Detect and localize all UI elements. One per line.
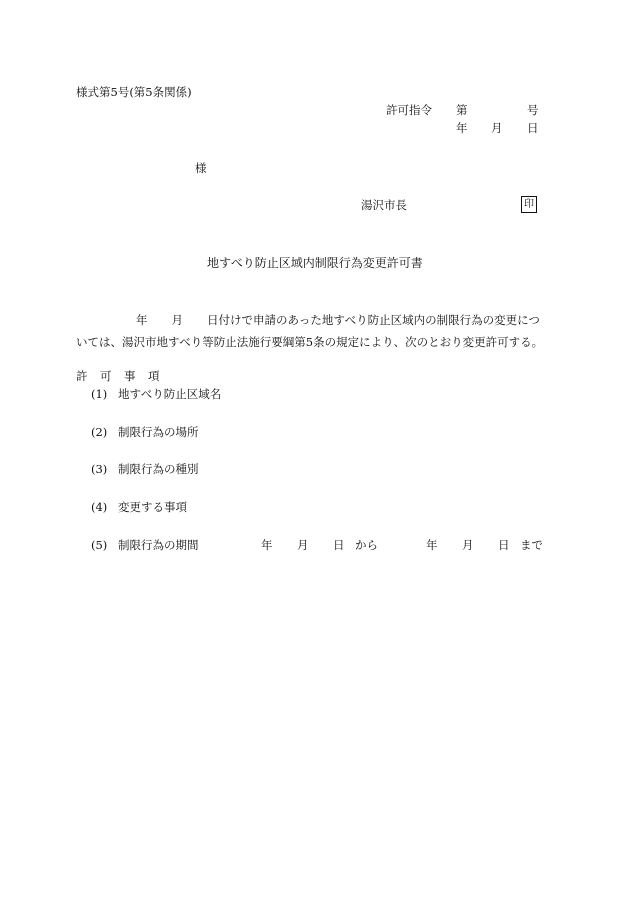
- body-line1-text: 日付けで申請のあった地すべり防止区域内の制限行為の変更につ: [207, 313, 540, 327]
- section-heading-char-4: 項: [148, 369, 160, 383]
- header-month: 月: [491, 121, 503, 135]
- document-title: 地すべり防止区域内制限行為変更許可書: [207, 256, 423, 270]
- item-2-label: 制限行為の場所: [118, 425, 199, 439]
- period-year-1: 年: [261, 538, 273, 552]
- item-1-label: 地すべり防止区域名: [118, 387, 222, 401]
- header-year: 年: [456, 121, 468, 135]
- permit-dai: 第: [456, 103, 468, 117]
- item-1-number: (1): [91, 387, 108, 401]
- item-5-number: (5): [91, 538, 108, 552]
- body-line-2: いては、湯沢市地すべり等防止法施行要綱第5条の規定により、次のとおり変更許可する。: [76, 335, 544, 349]
- permit-directive-label: 許可指令: [386, 103, 432, 117]
- item-4-number: (4): [91, 500, 108, 514]
- item-3-label: 制限行為の種別: [118, 462, 199, 476]
- item-5-label: 制限行為の期間: [118, 538, 199, 552]
- header-day: 日: [527, 121, 539, 135]
- body-year: 年: [136, 313, 148, 327]
- period-year-2: 年: [426, 538, 438, 552]
- period-from: から: [355, 538, 378, 552]
- period-month-2: 月: [462, 538, 474, 552]
- form-number-label: 様式第5号(第5条関係): [76, 85, 192, 99]
- period-month-1: 月: [297, 538, 309, 552]
- permit-go: 号: [527, 103, 539, 117]
- issuer-name: 湯沢市長: [361, 198, 407, 212]
- item-4-label: 変更する事項: [118, 500, 187, 514]
- body-paragraph: [76, 309, 556, 353]
- item-3-number: (3): [91, 462, 108, 476]
- section-heading-char-1: 許: [76, 369, 88, 383]
- item-2-number: (2): [91, 425, 108, 439]
- body-month: 月: [171, 313, 183, 327]
- seal-mark: 印: [521, 196, 537, 213]
- body-line-1: [76, 309, 556, 331]
- addressee-honorific: 様: [195, 161, 207, 175]
- period-day-2: 日: [498, 538, 510, 552]
- period-day-1: 日: [333, 538, 345, 552]
- section-heading-char-2: 可: [100, 369, 112, 383]
- period-until: まで: [520, 538, 543, 552]
- section-heading-char-3: 事: [124, 369, 136, 383]
